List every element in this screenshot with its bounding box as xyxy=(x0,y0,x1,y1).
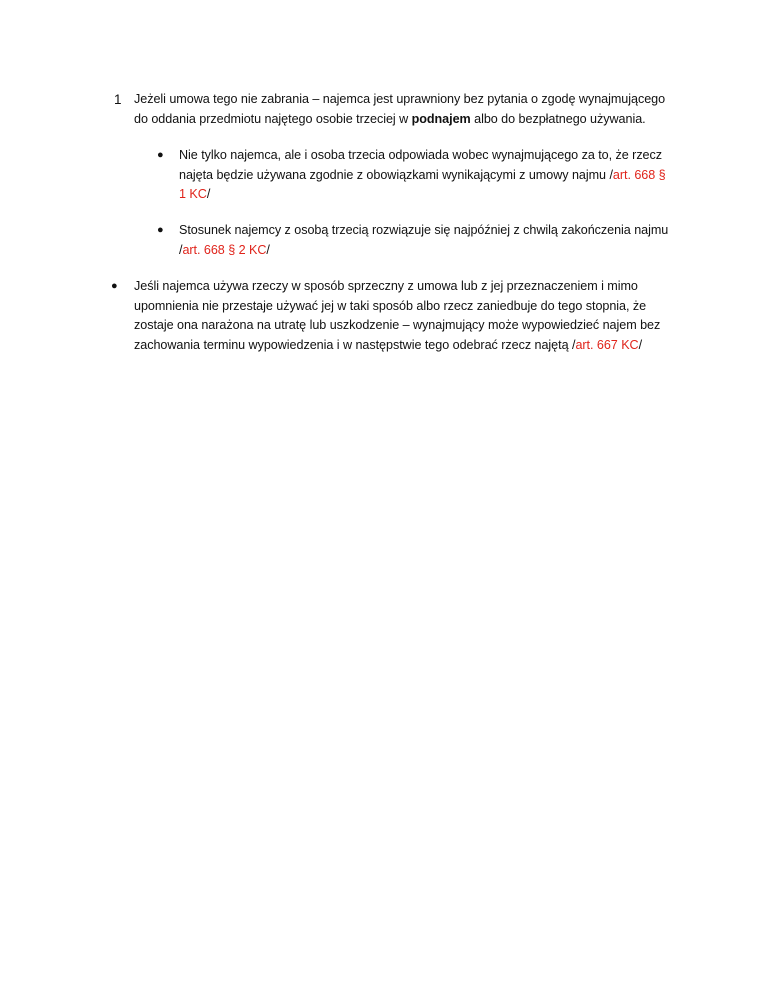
text-line xyxy=(134,316,660,336)
text-run: / xyxy=(179,242,183,257)
bullet-icon: ● xyxy=(157,224,164,236)
text-run: Stosunek najemcy z osobą trzecią rozwiązuje się najpóźniej z chwilą zakończenia najmu xyxy=(179,223,669,237)
text-run: zachowania terminu wypowiedzenia i w następstwie tego odebrać rzecz najętą / xyxy=(134,337,576,352)
text-run: zostaje ona narażona na utratę lub uszkodzenie – wynajmujący może wypowiedzieć najem bez xyxy=(134,318,661,332)
bullet-icon: ● xyxy=(157,149,164,161)
bullet-icon: ● xyxy=(111,280,118,292)
text-run: Jeśli najemca używa rzeczy w sposób sprzeczny z umowa lub z jej przeznaczeniem i mimo xyxy=(134,279,638,293)
text-line xyxy=(134,110,665,130)
text-run: / xyxy=(638,337,643,352)
bold-term-podnajem: podnajem xyxy=(411,111,471,126)
text-run: Jeżeli umowa tego nie zabrania – najemca jest uprawniony bez pytania o zgodę wynajmującego xyxy=(134,92,666,106)
paragraph-sublease xyxy=(134,90,665,129)
legal-reference: 1 KC xyxy=(179,187,207,201)
text-run: Nie tylko najemca, ale i osoba trzecia odpowiada wobec wynajmującego za to, że rzecz xyxy=(179,148,663,162)
text-line xyxy=(134,90,665,110)
text-line xyxy=(134,297,660,317)
text-run: upomnienia nie przestaje używać jej w taki sposób albo rzecz zaniedbuje do tego stopnia, że xyxy=(134,298,647,313)
bullet-improper-use xyxy=(134,277,660,355)
text-run: / xyxy=(266,242,270,257)
text-run: najęta będzie używana zgodnie z obowiązkami wynikającymi z umowy najmu / xyxy=(179,167,613,182)
list-number: 1 xyxy=(114,92,122,107)
text-line xyxy=(179,241,668,261)
text-line xyxy=(134,277,660,297)
text-run: albo do bezpłatnego używania. xyxy=(470,111,646,126)
bullet-termination xyxy=(179,221,668,260)
text-line xyxy=(179,146,666,166)
text-line xyxy=(179,166,666,186)
bullet-joint-liability xyxy=(179,146,666,205)
text-line xyxy=(179,185,666,205)
text-run: / xyxy=(206,187,211,201)
text-line xyxy=(134,336,660,356)
legal-reference: art. 668 § xyxy=(612,167,666,182)
text-line xyxy=(179,221,668,241)
legal-reference: art. 667 KC xyxy=(575,337,639,352)
legal-reference: art. 668 § 2 KC xyxy=(182,242,267,257)
text-run: do oddania przedmiotu najętego osobie trzeciej w xyxy=(134,111,412,126)
